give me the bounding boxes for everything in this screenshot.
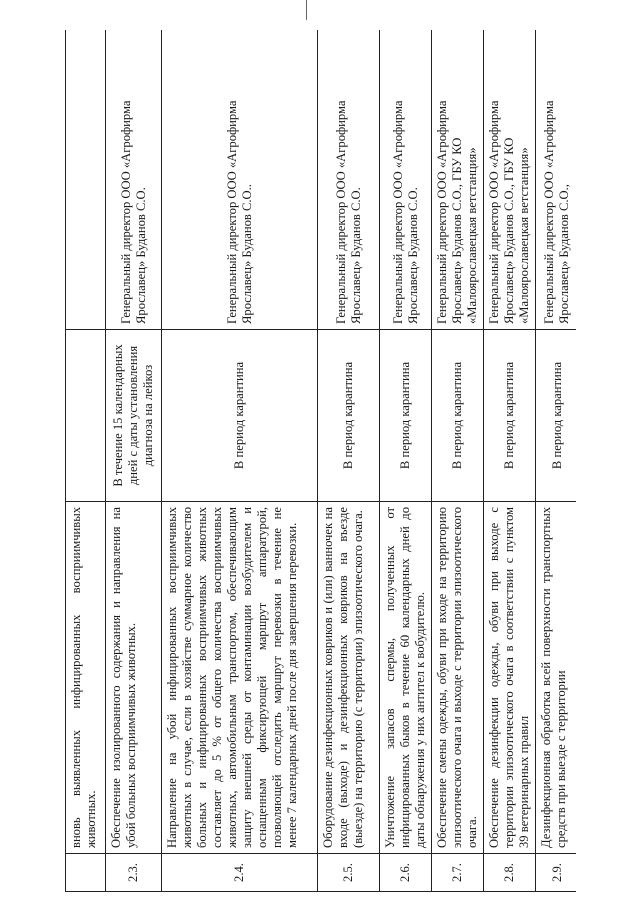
scan-top-mark (306, 0, 307, 20)
row-number: 2.6. (380, 854, 432, 892)
row-number: 2.8. (484, 854, 536, 892)
responsible-text: Генеральный директор ООО «Агрофирма Ярославец» Буданов С.О. (380, 30, 432, 330)
term-text: В период карантина (318, 330, 380, 502)
table-row (318, 30, 380, 892)
table-row (66, 30, 106, 892)
action-text: Уничтожение запасов спермы, полученных от инфицированных быков в течение 60 календарных дней до даты обнаружения у них антител к вобудителю. (380, 502, 432, 854)
measures-table (65, 30, 576, 892)
term-text: В период карантина (380, 330, 432, 502)
responsible-text: Генеральный директор ООО «Агрофирма Ярославец» Буданов С.О., ГБУ КО «Малоярославецкая ветстанция» (484, 30, 536, 330)
action-text: Обеспечение изолированного содержания и направления на убой больных восприимчивых животных. (106, 502, 162, 854)
table-row (380, 30, 432, 892)
responsible-text: Генеральный директор ООО «Агрофирма Ярославец» Буданов С.О.. (162, 30, 318, 330)
term-text: В период карантина (484, 330, 536, 502)
row-number (66, 854, 106, 892)
responsible-text: Генеральный директор ООО «Агрофирма Ярославец» Буданов С.О., (536, 30, 577, 330)
action-text: Оборудование дезинфекционных ковриков и (или) ванночек на входе (выходе) и дезинфекционных ковриков на въезде (выезде) на территорию (с территории) эпизоотического очага. (318, 502, 380, 854)
action-text: Дезинфекционная обработка всей поверхности транспортных средств при выезде с территории (536, 502, 577, 854)
table-row (432, 30, 484, 892)
term-text: В период карантина (162, 330, 318, 502)
row-number: 2.7. (432, 854, 484, 892)
action-text: Обеспечение дезинфекции одежды, обуви при выходе с территории эпизоотического очага в соответствии с пунктом 39 ветеринарных правил (484, 502, 536, 854)
term-text (66, 330, 106, 502)
row-number: 2.5. (318, 854, 380, 892)
term-text: В период карантина (432, 330, 484, 502)
action-text: Обеспечение смены одежды, обуви при входе на территорию эпизоотического очага и выходе с территории эпизоотического очага. (432, 502, 484, 854)
document-page (65, 30, 576, 892)
responsible-text: Генеральный директор ООО «Агрофирма Ярославец» Буданов С.О., ГБУ КО «Малоярославецкая ветстанция» (432, 30, 484, 330)
responsible-text: Генеральный директор ООО «Агрофирма Ярославец» Буданов С.О. (106, 30, 162, 330)
responsible-text (66, 30, 106, 330)
term-text: В течение 15 календарных дней с даты установления диагноза на лейкоз (106, 330, 162, 502)
action-text: вновь выявленных инфицированных восприимчивых животных. (66, 502, 106, 854)
table-row (162, 30, 318, 892)
action-text: Направление на убой инфицированных восприимчивых животных в случае, если в хозяйстве суммарное количество больных и инфицированных восприимчивых животных составляет до 5 % от общего количества восприимчивых животных, автомобильным транспортом, обеспечивающим защиту внешней среды от контаминации возбудителем и оснащенным фиксирующей маршрут аппаратурой, позволяющей отследить маршрут перевозки в течение не менее 7 календарных дней после дня завершения перевозки. (162, 502, 318, 854)
table-row (106, 30, 162, 892)
rotated-table-wrapper (65, 30, 576, 892)
table-row (484, 30, 536, 892)
row-number: 2.3. (106, 854, 162, 892)
row-number: 2.4. (162, 854, 318, 892)
responsible-text: Генеральный директор ООО «Агрофирма Ярославец» Буданов С.О. (318, 30, 380, 330)
table-row (536, 30, 577, 892)
term-text: В период карантина (536, 330, 577, 502)
row-number: 2.9. (536, 854, 577, 892)
